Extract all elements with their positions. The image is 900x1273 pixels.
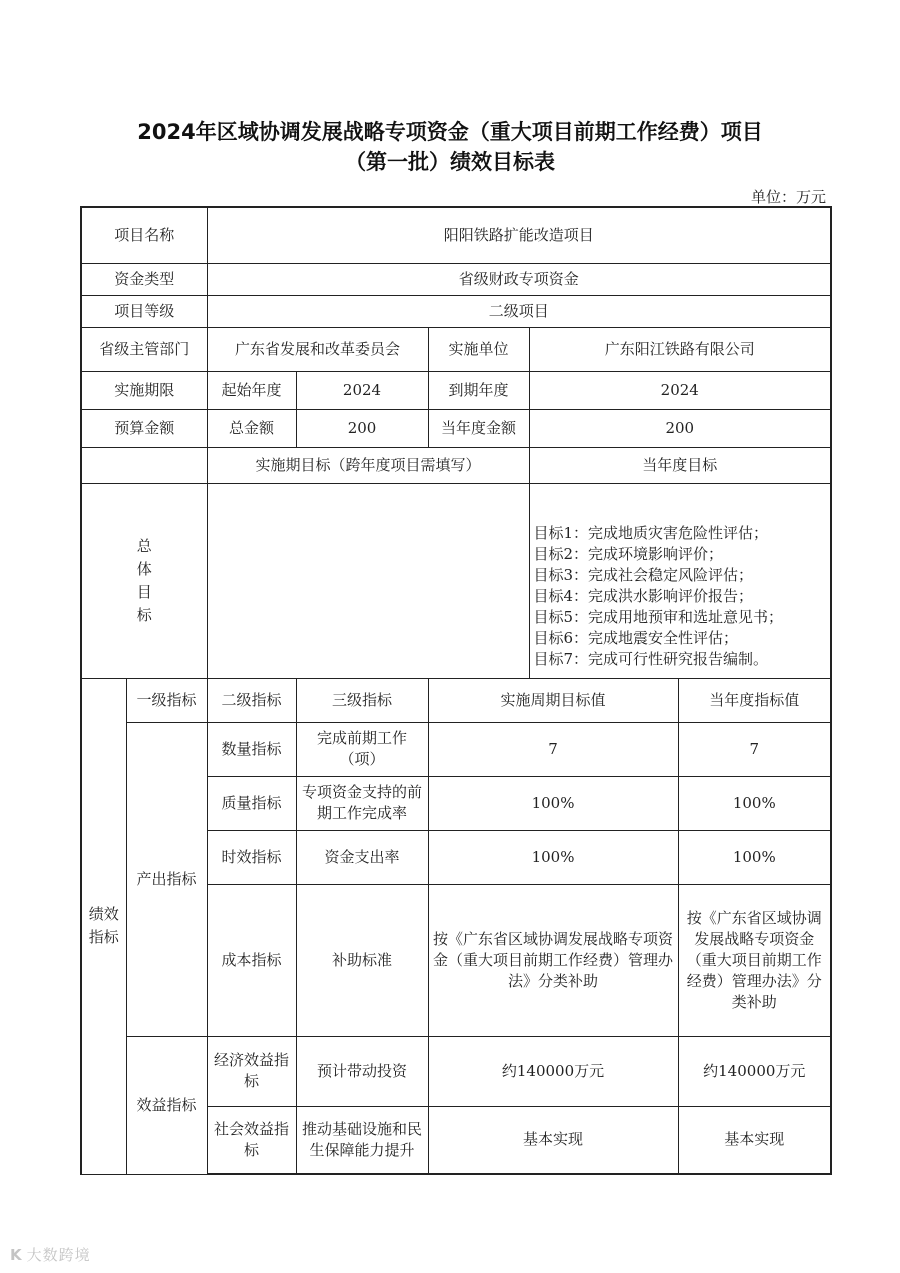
watermark-text: 大数跨境 [26, 1246, 91, 1264]
unit-label: 单位：万元 [750, 188, 826, 206]
project-level-value: 二级项目 [207, 295, 831, 327]
row-project-level [81, 295, 831, 327]
indicator-level3: 预计带动投资 [296, 1036, 428, 1106]
row-goal-headers [81, 447, 831, 483]
fund-type-label: 资金类型 [81, 263, 207, 295]
indicator-level2: 社会效益指标 [207, 1106, 296, 1174]
indicator-annual-target: 100% [678, 776, 831, 830]
impl-goal-header: 实施期目标（跨年度项目需填写） [207, 447, 529, 483]
indicator-level2: 质量指标 [207, 776, 296, 830]
fund-type-value: 省级财政专项资金 [207, 263, 831, 295]
indicator-period-target: 7 [428, 722, 678, 776]
row-budget [81, 409, 831, 447]
annual-goal-item: 目标2：完成环境影响评价； [533, 544, 724, 563]
row-department [81, 327, 831, 371]
row-overall-goals [81, 483, 831, 678]
indicator-annual-target: 7 [678, 722, 831, 776]
indicator-level3: 专项资金支持的前期工作完成率 [296, 776, 428, 830]
indicator-annual-target: 按《广东省区域协调发展战略专项资金（重大项目前期工作经费）管理办法》分类补助 [678, 884, 831, 1036]
document-title-line1: 2024年区域协调发展战略专项资金（重大项目前期工作经费）项目 [137, 120, 763, 144]
goal-header-blank [81, 447, 207, 483]
project-name-value: 阳阳铁路扩能改造项目 [207, 207, 831, 263]
annual-goal-header: 当年度目标 [529, 447, 831, 483]
annual-goal-list [529, 483, 831, 678]
annual-goal-item: 目标4：完成洪水影响评价报告； [533, 586, 754, 605]
start-year-label: 起始年度 [207, 371, 296, 409]
total-value: 200 [296, 409, 428, 447]
impl-unit-value: 广东阳江铁路有限公司 [529, 327, 831, 371]
row-project-name [81, 207, 831, 263]
annual-goal-item: 目标5：完成用地预审和选址意见书； [533, 607, 784, 626]
header-level1: 一级指标 [126, 678, 207, 722]
overall-goal-label-text: 总 体 目 标 [136, 536, 152, 624]
indicator-row [81, 1036, 831, 1106]
total-label: 总金额 [207, 409, 296, 447]
row-fund-type [81, 263, 831, 295]
indicator-level3: 推动基础设施和民生保障能力提升 [296, 1106, 428, 1174]
budget-label: 预算金额 [81, 409, 207, 447]
perf-indicator-label [81, 678, 126, 1174]
annual-goal-item: 目标3：完成社会稳定风险评估； [533, 565, 754, 584]
indicator-level3: 资金支出率 [296, 830, 428, 884]
impl-unit-label: 实施单位 [428, 327, 529, 371]
indicator-period-target: 100% [428, 830, 678, 884]
row-indicator-header [81, 678, 831, 722]
annual-goal-item: 目标7：完成可行性研究报告编制。 [533, 649, 769, 668]
indicator-annual-target: 100% [678, 830, 831, 884]
indicator-row [81, 722, 831, 776]
indicator-annual-target: 基本实现 [678, 1106, 831, 1174]
start-year-value: 2024 [296, 371, 428, 409]
end-year-label: 到期年度 [428, 371, 529, 409]
annual-goal-item: 目标1：完成地质灾害危险性评估； [533, 523, 769, 542]
indicator-period-target: 约140000万元 [428, 1036, 678, 1106]
project-name-label: 项目名称 [81, 207, 207, 263]
project-level-label: 项目等级 [81, 295, 207, 327]
impl-goal-content [207, 483, 529, 678]
indicator-level2: 时效指标 [207, 830, 296, 884]
perf-indicator-label-text: 绩效 指标 [88, 905, 119, 946]
indicator-level2: 数量指标 [207, 722, 296, 776]
indicator-level3: 补助标准 [296, 884, 428, 1036]
header-level2: 二级指标 [207, 678, 296, 722]
header-level3: 三级指标 [296, 678, 428, 722]
indicator-level2: 经济效益指标 [207, 1036, 296, 1106]
overall-goal-label [81, 483, 207, 678]
indicator-period-target: 基本实现 [428, 1106, 678, 1174]
watermark [10, 1244, 91, 1265]
current-value: 200 [529, 409, 831, 447]
indicator-level2: 成本指标 [207, 884, 296, 1036]
indicator-annual-target: 约140000万元 [678, 1036, 831, 1106]
benefit-indicator-label: 效益指标 [126, 1036, 207, 1174]
header-annual-target: 当年度指标值 [678, 678, 831, 722]
annual-goal-item: 目标6：完成地震安全性评估； [533, 628, 739, 647]
document-title-line2: （第一批）绩效目标表 [345, 150, 555, 174]
end-year-value: 2024 [529, 371, 831, 409]
indicator-period-target: 100% [428, 776, 678, 830]
current-label: 当年度金额 [428, 409, 529, 447]
header-period-target: 实施周期目标值 [428, 678, 678, 722]
watermark-logo-icon: K [10, 1246, 23, 1264]
indicator-level3: 完成前期工作（项） [296, 722, 428, 776]
dept-value: 广东省发展和改革委员会 [207, 327, 428, 371]
dept-label: 省级主管部门 [81, 327, 207, 371]
performance-target-table [80, 206, 832, 1175]
period-label: 实施期限 [81, 371, 207, 409]
row-period [81, 371, 831, 409]
indicator-period-target: 按《广东省区域协调发展战略专项资金（重大项目前期工作经费）管理办法》分类补助 [428, 884, 678, 1036]
output-indicator-label: 产出指标 [126, 722, 207, 1036]
